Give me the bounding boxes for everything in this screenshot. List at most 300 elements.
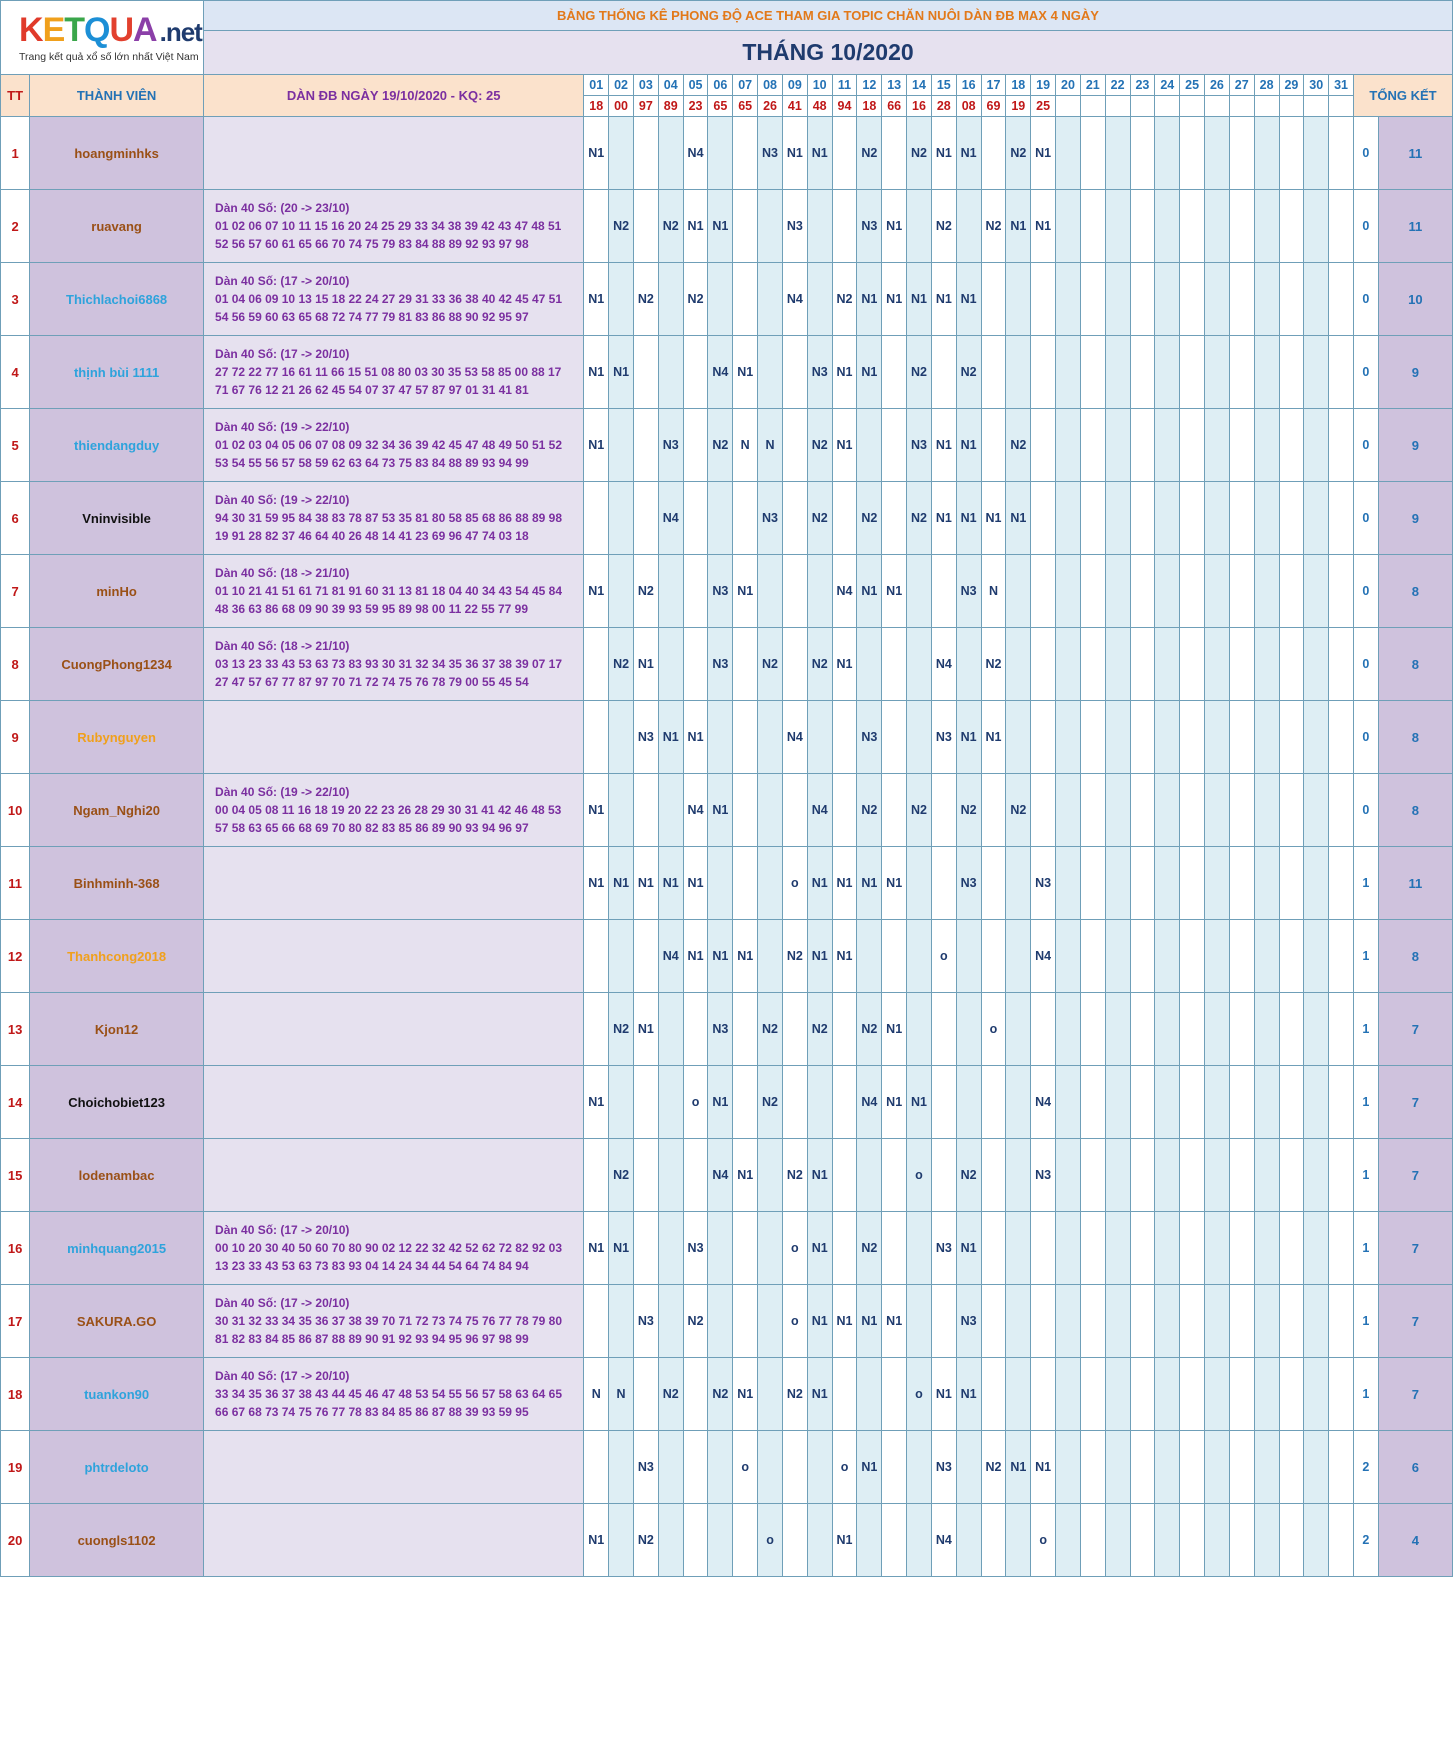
day-mark: N1 bbox=[1006, 482, 1031, 555]
member-dan bbox=[204, 847, 584, 920]
day-mark bbox=[584, 920, 609, 993]
day-mark bbox=[857, 1358, 882, 1431]
day-mark bbox=[1006, 1139, 1031, 1212]
member-name[interactable]: Kjon12 bbox=[30, 993, 204, 1066]
miss-count: 0 bbox=[1353, 774, 1378, 847]
day-mark bbox=[1105, 482, 1130, 555]
day-mark bbox=[658, 1285, 683, 1358]
day-mark bbox=[633, 190, 658, 263]
day-mark bbox=[1329, 993, 1354, 1066]
day-mark bbox=[584, 1431, 609, 1504]
day-mark bbox=[931, 993, 956, 1066]
day-mark bbox=[1229, 117, 1254, 190]
day-mark bbox=[1130, 482, 1155, 555]
day-mark bbox=[1254, 701, 1279, 774]
day-mark bbox=[1304, 555, 1329, 628]
day-mark: N2 bbox=[857, 774, 882, 847]
day-mark: N1 bbox=[807, 1212, 832, 1285]
member-row bbox=[1, 1139, 1453, 1212]
day-mark bbox=[584, 1285, 609, 1358]
day-mark bbox=[981, 1285, 1006, 1358]
day-mark: N1 bbox=[882, 847, 907, 920]
day-mark bbox=[758, 1212, 783, 1285]
row-number: 3 bbox=[1, 263, 30, 336]
day-mark bbox=[1329, 336, 1354, 409]
day-mark: N1 bbox=[931, 117, 956, 190]
day-mark: N1 bbox=[633, 847, 658, 920]
day-mark: N1 bbox=[832, 847, 857, 920]
day-mark bbox=[1105, 1285, 1130, 1358]
day-mark bbox=[1180, 628, 1205, 701]
day-mark bbox=[1031, 336, 1056, 409]
total-count: 7 bbox=[1378, 993, 1452, 1066]
day-mark bbox=[658, 263, 683, 336]
member-row bbox=[1, 847, 1453, 920]
day-mark bbox=[1254, 190, 1279, 263]
day-mark bbox=[782, 1066, 807, 1139]
day-mark: N2 bbox=[807, 409, 832, 482]
day-mark bbox=[1229, 1431, 1254, 1504]
day-mark bbox=[857, 920, 882, 993]
day-result bbox=[1080, 96, 1105, 117]
day-mark: N1 bbox=[584, 263, 609, 336]
day-mark bbox=[1130, 336, 1155, 409]
day-mark: o bbox=[683, 1066, 708, 1139]
day-mark bbox=[907, 190, 932, 263]
day-mark: N2 bbox=[708, 1358, 733, 1431]
day-mark bbox=[1254, 1066, 1279, 1139]
day-mark bbox=[683, 555, 708, 628]
day-mark bbox=[1205, 555, 1230, 628]
member-dan bbox=[204, 993, 584, 1066]
day-header: 21 bbox=[1080, 75, 1105, 96]
day-mark: N1 bbox=[832, 409, 857, 482]
day-mark bbox=[1130, 1504, 1155, 1577]
day-header: 24 bbox=[1155, 75, 1180, 96]
dan-line: 57 58 63 65 66 68 69 70 80 82 83 85 86 89 90 93 94 96 97 bbox=[215, 821, 529, 835]
dan-line: 01 02 03 04 05 06 07 08 09 32 34 36 39 42 45 47 48 49 50 51 52 bbox=[215, 438, 563, 452]
day-mark bbox=[1180, 555, 1205, 628]
day-mark bbox=[1056, 1139, 1081, 1212]
day-mark bbox=[782, 1431, 807, 1504]
day-mark bbox=[782, 774, 807, 847]
day-mark bbox=[1031, 628, 1056, 701]
logo-letter: T bbox=[64, 11, 85, 49]
member-dan bbox=[204, 336, 584, 409]
day-mark bbox=[1105, 701, 1130, 774]
member-name[interactable]: minHo bbox=[30, 555, 204, 628]
day-mark bbox=[1229, 628, 1254, 701]
dan-line: 52 56 57 60 61 65 66 70 74 75 79 83 84 88 89 92 93 97 98 bbox=[215, 237, 529, 251]
day-mark bbox=[584, 482, 609, 555]
day-mark bbox=[907, 1212, 932, 1285]
member-name[interactable]: SAKURA.GO bbox=[30, 1285, 204, 1358]
day-mark bbox=[907, 847, 932, 920]
day-mark bbox=[1180, 409, 1205, 482]
day-result: 08 bbox=[956, 96, 981, 117]
day-mark: N1 bbox=[857, 1431, 882, 1504]
day-mark bbox=[633, 117, 658, 190]
day-mark bbox=[1304, 190, 1329, 263]
day-mark bbox=[1056, 920, 1081, 993]
member-row bbox=[1, 1285, 1453, 1358]
member-name[interactable]: thịnh bùi 1111 bbox=[30, 336, 204, 409]
member-name[interactable]: Thanhcong2018 bbox=[30, 920, 204, 993]
day-mark bbox=[1304, 263, 1329, 336]
day-mark: N2 bbox=[807, 482, 832, 555]
day-mark bbox=[1329, 190, 1354, 263]
day-mark bbox=[1105, 774, 1130, 847]
day-mark: N1 bbox=[1031, 1431, 1056, 1504]
day-mark bbox=[882, 701, 907, 774]
day-mark bbox=[1105, 920, 1130, 993]
member-row bbox=[1, 1504, 1453, 1577]
day-mark bbox=[1080, 1139, 1105, 1212]
day-mark bbox=[733, 1285, 758, 1358]
day-mark bbox=[1304, 993, 1329, 1066]
day-mark bbox=[1180, 1431, 1205, 1504]
day-mark bbox=[1031, 263, 1056, 336]
day-mark bbox=[882, 1358, 907, 1431]
day-mark bbox=[1130, 190, 1155, 263]
day-mark bbox=[1056, 1431, 1081, 1504]
day-mark: N1 bbox=[956, 1212, 981, 1285]
day-mark: o bbox=[782, 1212, 807, 1285]
day-mark: N1 bbox=[882, 1285, 907, 1358]
day-mark: N4 bbox=[683, 117, 708, 190]
day-mark bbox=[1229, 1285, 1254, 1358]
row-number: 6 bbox=[1, 482, 30, 555]
day-mark bbox=[733, 628, 758, 701]
dan-line: Dàn 40 Số: (19 -> 22/10) bbox=[215, 493, 350, 507]
day-mark bbox=[683, 1139, 708, 1212]
day-mark bbox=[609, 409, 634, 482]
member-name[interactable]: lodenambac bbox=[30, 1139, 204, 1212]
day-mark bbox=[832, 117, 857, 190]
day-mark bbox=[832, 701, 857, 774]
day-mark: o bbox=[733, 1431, 758, 1504]
member-name[interactable]: ruavang bbox=[30, 190, 204, 263]
day-header: 13 bbox=[882, 75, 907, 96]
day-mark: N1 bbox=[857, 1285, 882, 1358]
dan-line: Dàn 40 Số: (17 -> 20/10) bbox=[215, 1369, 350, 1383]
member-name[interactable]: Binhminh-368 bbox=[30, 847, 204, 920]
day-mark bbox=[1254, 336, 1279, 409]
day-mark bbox=[1155, 482, 1180, 555]
dan-line: 71 67 76 12 21 26 62 45 54 07 37 47 57 87 97 01 31 41 81 bbox=[215, 383, 529, 397]
day-mark bbox=[1304, 701, 1329, 774]
logo-letter: U bbox=[109, 11, 134, 49]
day-result bbox=[1279, 96, 1304, 117]
day-mark bbox=[1229, 993, 1254, 1066]
member-name[interactable]: tuankon90 bbox=[30, 1358, 204, 1431]
day-mark: N4 bbox=[857, 1066, 882, 1139]
day-mark bbox=[1155, 409, 1180, 482]
miss-count: 0 bbox=[1353, 117, 1378, 190]
day-mark bbox=[1155, 1358, 1180, 1431]
day-mark bbox=[733, 993, 758, 1066]
member-name[interactable]: Thichlachoi6868 bbox=[30, 263, 204, 336]
day-mark bbox=[733, 774, 758, 847]
day-mark bbox=[733, 190, 758, 263]
day-mark bbox=[1080, 1285, 1105, 1358]
day-mark bbox=[832, 190, 857, 263]
member-name[interactable]: thiendangduy bbox=[30, 409, 204, 482]
dan-line: 94 30 31 59 95 84 38 83 78 87 53 35 81 80 58 85 68 86 88 89 98 bbox=[215, 511, 563, 525]
member-name[interactable]: Vninvisible bbox=[30, 482, 204, 555]
day-result: 65 bbox=[733, 96, 758, 117]
miss-count: 0 bbox=[1353, 628, 1378, 701]
day-mark bbox=[1279, 263, 1304, 336]
day-mark: N3 bbox=[1031, 1139, 1056, 1212]
day-mark bbox=[857, 409, 882, 482]
day-mark bbox=[1031, 701, 1056, 774]
day-mark bbox=[658, 1431, 683, 1504]
day-mark: N2 bbox=[758, 993, 783, 1066]
day-mark: N1 bbox=[807, 920, 832, 993]
day-mark bbox=[758, 1431, 783, 1504]
day-mark: N1 bbox=[981, 482, 1006, 555]
day-mark: o bbox=[782, 1285, 807, 1358]
day-mark: N2 bbox=[956, 336, 981, 409]
day-mark bbox=[1205, 993, 1230, 1066]
day-mark bbox=[1130, 409, 1155, 482]
day-mark: N1 bbox=[683, 701, 708, 774]
day-mark bbox=[683, 628, 708, 701]
day-mark: N1 bbox=[882, 263, 907, 336]
member-name[interactable]: Rubynguyen bbox=[30, 701, 204, 774]
day-mark: N1 bbox=[956, 117, 981, 190]
day-mark: N1 bbox=[609, 1212, 634, 1285]
row-number: 4 bbox=[1, 336, 30, 409]
member-dan bbox=[204, 1358, 584, 1431]
day-mark bbox=[758, 190, 783, 263]
day-mark bbox=[1304, 847, 1329, 920]
total-count: 8 bbox=[1378, 920, 1452, 993]
dan-line: 01 02 06 07 10 11 15 16 20 24 25 29 33 34 38 39 42 43 47 48 51 bbox=[215, 219, 562, 233]
day-mark bbox=[1155, 117, 1180, 190]
day-result: 65 bbox=[708, 96, 733, 117]
day-mark bbox=[1229, 482, 1254, 555]
member-name[interactable]: hoangminhks bbox=[30, 117, 204, 190]
day-mark: N1 bbox=[956, 263, 981, 336]
day-mark bbox=[1254, 263, 1279, 336]
day-mark: N3 bbox=[931, 1431, 956, 1504]
dan-line: 54 56 59 60 63 65 68 72 74 77 79 81 83 86 88 90 92 95 97 bbox=[215, 310, 529, 324]
dan-line: Dàn 40 Số: (17 -> 20/10) bbox=[215, 1223, 350, 1237]
day-mark bbox=[882, 1431, 907, 1504]
day-mark: N1 bbox=[683, 847, 708, 920]
day-mark bbox=[683, 409, 708, 482]
day-mark: N1 bbox=[683, 920, 708, 993]
day-mark bbox=[1304, 1504, 1329, 1577]
total-count: 11 bbox=[1378, 117, 1452, 190]
day-mark bbox=[832, 993, 857, 1066]
dan-line: Dàn 40 Số: (20 -> 23/10) bbox=[215, 201, 350, 215]
day-mark bbox=[1056, 628, 1081, 701]
day-mark bbox=[807, 1504, 832, 1577]
day-mark: N1 bbox=[584, 1504, 609, 1577]
day-result: 66 bbox=[882, 96, 907, 117]
day-mark bbox=[956, 1504, 981, 1577]
day-mark bbox=[1155, 1285, 1180, 1358]
day-mark bbox=[1304, 1212, 1329, 1285]
day-mark bbox=[1031, 482, 1056, 555]
day-mark bbox=[1080, 993, 1105, 1066]
day-mark: N2 bbox=[683, 263, 708, 336]
day-mark bbox=[584, 628, 609, 701]
day-mark bbox=[807, 1431, 832, 1504]
day-mark: N1 bbox=[584, 1066, 609, 1139]
day-mark bbox=[981, 1139, 1006, 1212]
day-mark bbox=[832, 774, 857, 847]
day-result: 94 bbox=[832, 96, 857, 117]
day-mark: N3 bbox=[683, 1212, 708, 1285]
day-mark bbox=[708, 482, 733, 555]
member-name[interactable]: CuongPhong1234 bbox=[30, 628, 204, 701]
day-mark bbox=[1279, 920, 1304, 993]
member-name[interactable]: Ngam_Nghi20 bbox=[30, 774, 204, 847]
day-mark bbox=[609, 1504, 634, 1577]
dan-line: Dàn 40 Số: (17 -> 20/10) bbox=[215, 274, 350, 288]
member-dan bbox=[204, 1066, 584, 1139]
total-count: 9 bbox=[1378, 482, 1452, 555]
day-mark: N1 bbox=[609, 336, 634, 409]
day-mark bbox=[956, 993, 981, 1066]
member-dan bbox=[204, 117, 584, 190]
day-mark bbox=[1031, 1285, 1056, 1358]
day-mark bbox=[1080, 482, 1105, 555]
total-count: 8 bbox=[1378, 555, 1452, 628]
day-mark: N2 bbox=[633, 263, 658, 336]
day-mark: N2 bbox=[782, 1139, 807, 1212]
day-mark: N1 bbox=[832, 628, 857, 701]
member-dan bbox=[204, 482, 584, 555]
day-mark bbox=[1056, 263, 1081, 336]
day-mark: o bbox=[981, 993, 1006, 1066]
day-mark bbox=[609, 482, 634, 555]
member-name[interactable]: phtrdeloto bbox=[30, 1431, 204, 1504]
day-mark bbox=[683, 336, 708, 409]
day-mark bbox=[782, 1504, 807, 1577]
member-name[interactable]: Choichobiet123 bbox=[30, 1066, 204, 1139]
dan-line: Dàn 40 Số: (18 -> 21/10) bbox=[215, 566, 350, 580]
member-row bbox=[1, 920, 1453, 993]
day-mark bbox=[609, 701, 634, 774]
day-mark bbox=[1155, 847, 1180, 920]
day-mark bbox=[683, 482, 708, 555]
day-mark bbox=[1080, 263, 1105, 336]
day-mark: N1 bbox=[584, 117, 609, 190]
day-mark bbox=[1254, 117, 1279, 190]
day-mark bbox=[1130, 847, 1155, 920]
day-mark bbox=[1155, 774, 1180, 847]
day-mark bbox=[733, 1212, 758, 1285]
day-mark bbox=[633, 409, 658, 482]
day-mark: N1 bbox=[832, 336, 857, 409]
day-mark bbox=[1080, 409, 1105, 482]
day-mark: N3 bbox=[1031, 847, 1056, 920]
member-dan bbox=[204, 1431, 584, 1504]
day-mark bbox=[658, 1139, 683, 1212]
day-mark bbox=[758, 1285, 783, 1358]
member-name[interactable]: minhquang2015 bbox=[30, 1212, 204, 1285]
day-mark bbox=[1329, 482, 1354, 555]
day-mark: N1 bbox=[584, 1212, 609, 1285]
day-mark bbox=[1056, 701, 1081, 774]
day-mark bbox=[1329, 1066, 1354, 1139]
day-mark: N2 bbox=[956, 774, 981, 847]
day-mark bbox=[782, 628, 807, 701]
miss-count: 1 bbox=[1353, 1212, 1378, 1285]
day-mark: N4 bbox=[658, 482, 683, 555]
day-result: 97 bbox=[633, 96, 658, 117]
day-mark bbox=[758, 1358, 783, 1431]
day-mark bbox=[1329, 117, 1354, 190]
miss-count: 1 bbox=[1353, 993, 1378, 1066]
day-mark bbox=[1080, 336, 1105, 409]
day-result: 18 bbox=[857, 96, 882, 117]
day-mark bbox=[1155, 555, 1180, 628]
day-mark bbox=[956, 1431, 981, 1504]
member-dan bbox=[204, 1504, 584, 1577]
day-mark bbox=[1155, 993, 1180, 1066]
day-mark bbox=[733, 117, 758, 190]
dan-line: 19 91 28 82 37 46 64 40 26 48 14 41 23 69 96 47 74 03 18 bbox=[215, 529, 529, 543]
day-mark bbox=[981, 920, 1006, 993]
header-row-title bbox=[1, 1, 1453, 31]
day-mark bbox=[1105, 336, 1130, 409]
row-number: 9 bbox=[1, 701, 30, 774]
day-mark: N3 bbox=[857, 701, 882, 774]
member-row bbox=[1, 701, 1453, 774]
day-mark bbox=[981, 774, 1006, 847]
day-mark: N2 bbox=[807, 993, 832, 1066]
day-mark bbox=[658, 774, 683, 847]
day-mark: N3 bbox=[633, 1285, 658, 1358]
day-mark bbox=[1329, 263, 1354, 336]
day-mark: N1 bbox=[1031, 190, 1056, 263]
day-mark bbox=[1180, 263, 1205, 336]
day-mark bbox=[1229, 263, 1254, 336]
total-count: 7 bbox=[1378, 1139, 1452, 1212]
day-mark: o bbox=[907, 1139, 932, 1212]
day-mark bbox=[931, 1066, 956, 1139]
day-mark bbox=[907, 1431, 932, 1504]
member-dan bbox=[204, 1285, 584, 1358]
day-mark bbox=[758, 920, 783, 993]
day-mark bbox=[1080, 1212, 1105, 1285]
day-mark bbox=[1006, 1285, 1031, 1358]
member-name[interactable]: cuongls1102 bbox=[30, 1504, 204, 1577]
day-mark bbox=[1105, 263, 1130, 336]
day-mark bbox=[683, 993, 708, 1066]
day-mark: N2 bbox=[857, 482, 882, 555]
day-mark bbox=[658, 1504, 683, 1577]
day-mark: N1 bbox=[882, 190, 907, 263]
day-mark: o bbox=[832, 1431, 857, 1504]
day-mark bbox=[1006, 847, 1031, 920]
day-mark: N1 bbox=[931, 1358, 956, 1431]
day-mark bbox=[1329, 847, 1354, 920]
day-mark bbox=[658, 1212, 683, 1285]
total-count: 6 bbox=[1378, 1431, 1452, 1504]
day-mark: N1 bbox=[931, 482, 956, 555]
ketqua-logo[interactable] bbox=[1, 1, 204, 75]
day-mark bbox=[1304, 1066, 1329, 1139]
day-mark bbox=[733, 1066, 758, 1139]
day-mark bbox=[1130, 920, 1155, 993]
